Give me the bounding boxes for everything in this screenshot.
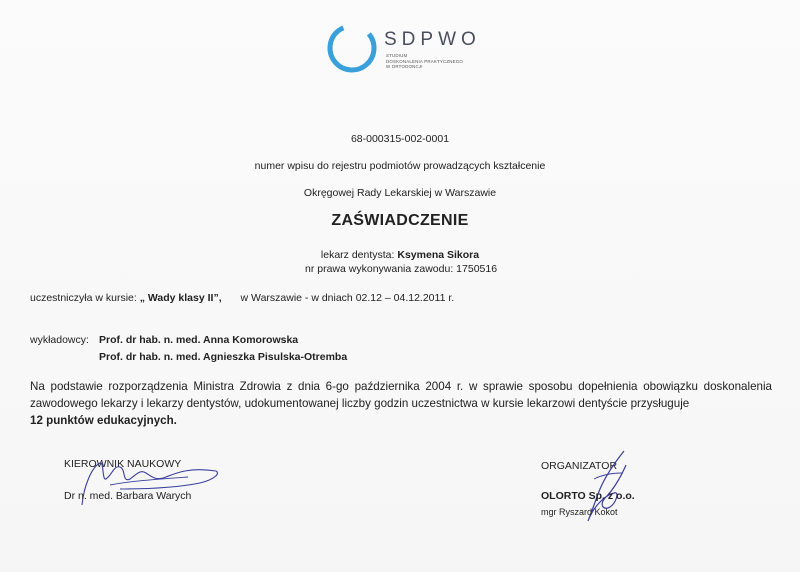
organizer-person: mgr Ryszard Kokot xyxy=(541,507,618,517)
organizer-title: ORGANIZATOR xyxy=(541,460,618,472)
sdpwo-logo xyxy=(324,20,484,80)
logo-subtitle-line: DOSKONALENIA PRAKTYCZNEGO xyxy=(386,58,463,64)
logo-name: SDPWO xyxy=(384,29,481,50)
course-name: „ Wady klasy II”, xyxy=(139,292,222,304)
lecturers-label: wykładowcy: xyxy=(30,334,89,346)
logo-subtitle-line: STUDIUM xyxy=(386,53,408,58)
holder-line xyxy=(0,249,800,261)
registry-number: 68-000315-002-0001 xyxy=(350,133,450,145)
points-awarded: 12 punktów edukacyjnych. xyxy=(30,414,177,427)
holder-label: lekarz dentysta: xyxy=(320,249,395,261)
lecturer-name: Prof. dr hab. n. med. Anna Komorowska xyxy=(99,334,299,346)
license-line xyxy=(305,263,497,275)
logo-subtitle xyxy=(386,53,486,70)
chamber-name: Okręgowej Rady Lekarskiej w Warszawie xyxy=(303,187,497,199)
course-location: w Warszawie - w dniach 02.12 – 04.12.2011 r. xyxy=(240,292,455,304)
certificate-title: ZAŚWIADCZENIE xyxy=(331,212,469,229)
license-number: 1750516 xyxy=(456,263,498,275)
scientific-director-name: Dr n. med. Barbara Warych xyxy=(64,490,192,502)
statement-text: Na podstawie rozporządzenia Ministra Zdrowia z dnia 6-go października 2004 r. w sprawie sposobu dopełnienia obowiązku doskonalenia zawodowego lekarzy i lekarzy dentystów, udokumentowanej liczby godzin uczestnictwa w kursie lekarzowi dentyście przysługuje xyxy=(30,380,772,410)
holder-name: Ksymena Sikora xyxy=(397,249,480,261)
logo-subtitle-line: W ORTODONCJI xyxy=(386,64,423,70)
scientific-director-title: KIEROWNIK NAUKOWY xyxy=(64,458,182,470)
organizer-company: OLORTO Sp. z o.o. xyxy=(541,490,635,502)
course-prefix: uczestniczyła w kursie: xyxy=(30,292,137,304)
logo-ring-icon xyxy=(324,20,384,80)
lecturer-name: Prof. dr hab. n. med. Agnieszka Pisulska-Otremba xyxy=(99,351,348,363)
course-line xyxy=(30,292,454,304)
license-label: nr prawa wykonywania zawodu: xyxy=(305,263,454,275)
statement-paragraph xyxy=(30,378,772,429)
registry-description: numer wpisu do rejestru podmiotów prowadzących kształcenie xyxy=(254,160,546,172)
